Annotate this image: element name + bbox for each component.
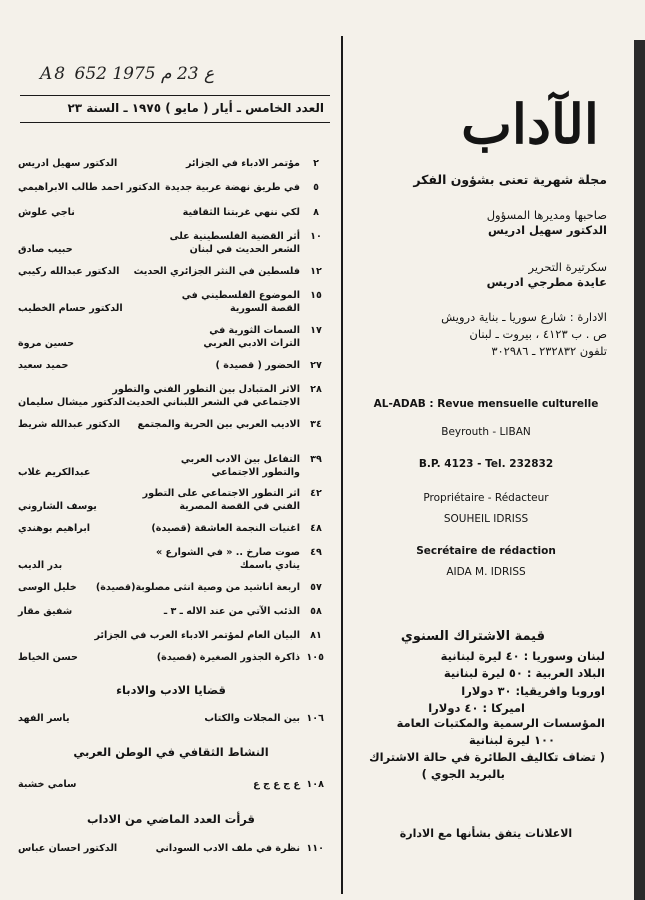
toc-entry [18,266,324,280]
entry-title: فلسطين في النثر الجزائري الحديث [133,266,300,277]
page-number: ٣٩ [310,454,322,465]
entry-author: الدكتور ميشال سليمان [18,397,126,408]
entry-title: الذئب الآتي من عند الاله ـ ٣ ـ [163,606,300,617]
entry-author: الدكتور احسان عباس [18,843,118,854]
magazine-logo: الآداب [461,92,599,156]
toc-entry [18,325,324,353]
toc-entry [18,779,324,793]
entry-title: الاديب العربي بين الحرية والمجتمع [137,419,300,430]
entry-author: الدكتور احمد طالب الابراهيمي [18,182,161,193]
entry-title: لكي ننهي غربتنا الثقافية [182,207,300,218]
subtitle: مجلة شهرية تعنى بشؤون الفكر [413,172,607,187]
entry-title: مؤتمر الادباء في الجزائر [185,158,300,169]
entry-title-cont: الاجتماعي في الشعر اللبناني الحديث [126,397,300,408]
toc-entry [18,207,324,221]
french-proprietor: SOUHEIL IDRISS [443,513,529,525]
french-secretary-label: Secrétaire de rédaction [416,545,556,557]
subscription-line: لبنان وسوريا : ٤٠ ليرة لبنانية [440,649,605,663]
entry-author: عبدالكريم غلاب [18,467,91,478]
entry-title: التفاعل بين الادب العربي [180,454,300,465]
entry-title: الموضوع الفلسطيني في [181,290,300,301]
entry-title: ذاكرة الجذور الصغيرة (قصيدة) [156,652,300,663]
entry-title: صوت صارخ .. « في الشوارع » [156,547,300,558]
phone-line: تلفون ٢٣٢٨٣٢ ـ ٣٠٢٩٨٦ [491,344,607,358]
toc-entry [18,652,324,666]
page-number: ٣٤ [310,419,322,430]
entry-author: الدكتور سهيل ادريس [18,158,118,169]
secretary-label: سكرتيرة التحرير [528,260,607,274]
entry-author: الدكتور حسام الخطيب [18,303,123,314]
page-number: ٢ [313,158,319,169]
french-secretary: AIDA M. IDRISS [446,566,526,578]
page-number: ١٢ [310,266,322,277]
entry-author: سامي خشبة [18,779,77,790]
subscription-line: المؤسسات الرسمية والمكتبات العامة [396,716,605,730]
entry-title: اربعة اناشيد من وصية انثى مصلوبة(قصيدة) [95,582,300,593]
page-number: ٢٧ [310,360,322,371]
section-heading: النشاط الثقافي في الوطن العربي [73,745,269,759]
handwritten-annotation: A8 ع 23 م 1975 652 [40,64,215,84]
toc-entry [18,547,324,575]
french-proprietor-label: Propriétaire - Rédacteur [423,492,549,504]
entry-title-cont: الشعر الحديث في لبنان [189,244,300,255]
address-line: الادارة : شارع سوريا ـ بناية درويش [441,310,607,324]
entry-title: السمات الثورية في [209,325,300,336]
entry-title: نظرة في ملف الادب السوداني [155,843,300,854]
page-edge [634,40,645,900]
page-number: ١١٠ [306,843,324,854]
page-number: ١٥ [310,290,322,301]
subscription-line: اوروبا وافريقيا: ٣٠ دولارا [461,684,605,698]
subscription-line: بالبريد الجوي ) [421,767,505,781]
subscription-line: اميركا : ٤٠ دولارا [428,701,525,715]
page-number: ٨ [313,207,319,218]
column-divider [341,36,343,894]
entry-title: الاثر المتبادل بين التطور الفني والتطور [112,384,300,395]
toc-entry [18,419,324,433]
page-number: ٢٨ [310,384,322,395]
toc-entry [18,582,324,596]
entry-title-cont: الفني في القصة المصرية [179,501,300,512]
page-number: ١٠ [310,231,322,242]
subscription-line: البلاد العربية : ٥٠ ليرة لبنانية [443,666,605,680]
entry-author: يوسف الشاروني [18,501,97,512]
page-number: ٤٢ [310,488,322,499]
page-number: ٨١ [310,630,322,641]
entry-title: البيان العام لمؤتمر الادباء العرب في الجزائر [94,630,300,641]
entry-author: ابراهيم بوهندي [18,523,91,534]
page-number: ٤٩ [310,547,322,558]
entry-author: شفيق مقار [18,606,73,617]
entry-author: حسن الخياط [18,652,78,663]
toc-entry [18,360,324,374]
page-number: ١٠٦ [306,713,324,724]
entry-author: حميد سعيد [18,360,69,371]
ads-note: الاعلانات يتفق بشأنها مع الادارة [399,827,573,840]
subscription-line: ( تضاف تكاليف الطائرة في حالة الاشتراك [369,750,605,764]
toc-entry [18,630,324,644]
section-heading: قضايا الادب والادباء [116,683,226,697]
header-rule [20,95,330,96]
entry-author: بدر الديب [18,560,63,571]
issue-header: العدد الخامس ـ أيار ( مايو ) ١٩٧٥ ـ السنة ٢٣ [67,101,324,115]
page-number: ٥٧ [310,582,322,593]
page-number: ١٠٨ [306,779,324,790]
toc-entry [18,843,324,857]
entry-title-cont: التراث الادبي العربي [203,338,300,349]
toc-entry [18,158,324,172]
toc-entry [18,454,324,482]
toc-entry [18,231,324,259]
entry-title-cont: والتطور الاجتماعي [211,467,300,478]
entry-author: ناجي علوش [18,207,75,218]
subscription-heading: قيمة الاشتراك السنوي [400,629,545,644]
french-bp: B.P. 4123 - Tel. 232832 [418,458,554,470]
toc-entry [18,488,324,516]
toc-entry [18,384,324,412]
entry-title-cont: ينادي باسمك [239,560,300,571]
entry-author: الدكتور عبدالله ركيبي [18,266,120,277]
entry-title-cont: القصة السورية [229,303,300,314]
entry-author: ياسر الفهد [18,713,70,724]
toc-entry [18,713,324,727]
owner-name: الدكتور سهيل ادريس [487,223,607,237]
page-number: ٥٨ [310,606,322,617]
entry-title: ع ج ع ج ع [253,779,300,790]
entry-title: الحضور ( قصيدة ) [215,360,300,371]
entry-title: أثر القضية الفلسطينية على [169,231,300,242]
subscription-line: ١٠٠ ليرة لبنانية [468,733,555,747]
toc-entry [18,182,324,196]
french-city: Beyrouth - LIBAN [441,426,531,438]
entry-author: خليل الوسى [18,582,77,593]
owner-label: صاحبها ومديرها المسؤول [486,208,607,222]
entry-author: الدكتور عبدالله شريط [18,419,121,430]
entry-author: حسين مروة [18,338,75,349]
page-number: ١٧ [310,325,322,336]
entry-title: اثر التطور الاجتماعي على التطور [142,488,300,499]
header-rule [20,122,330,123]
address-line: ص . ب ٤١٢٣ ، بيروت ـ لبنان [469,327,607,341]
toc-entry [18,523,324,537]
entry-title: بين المجلات والكتاب [204,713,300,724]
french-title: AL-ADAB : Revue mensuelle culturelle [373,398,599,410]
toc-entry [18,606,324,620]
toc-entry [18,290,324,318]
entry-author: حبيب صادق [18,244,73,255]
page-number: ٤٨ [310,523,322,534]
page-number: ٥ [313,182,319,193]
entry-title: في طريق نهضة عربية جديدة [165,182,300,193]
section-heading: قرأت العدد الماضي من الاداب [87,812,255,826]
page-number: ١٠٥ [306,652,324,663]
secretary-name: عايدة مطرجي ادريس [486,275,607,289]
entry-title: اغنيات النجمة العاشقة (قصيدة) [151,523,300,534]
